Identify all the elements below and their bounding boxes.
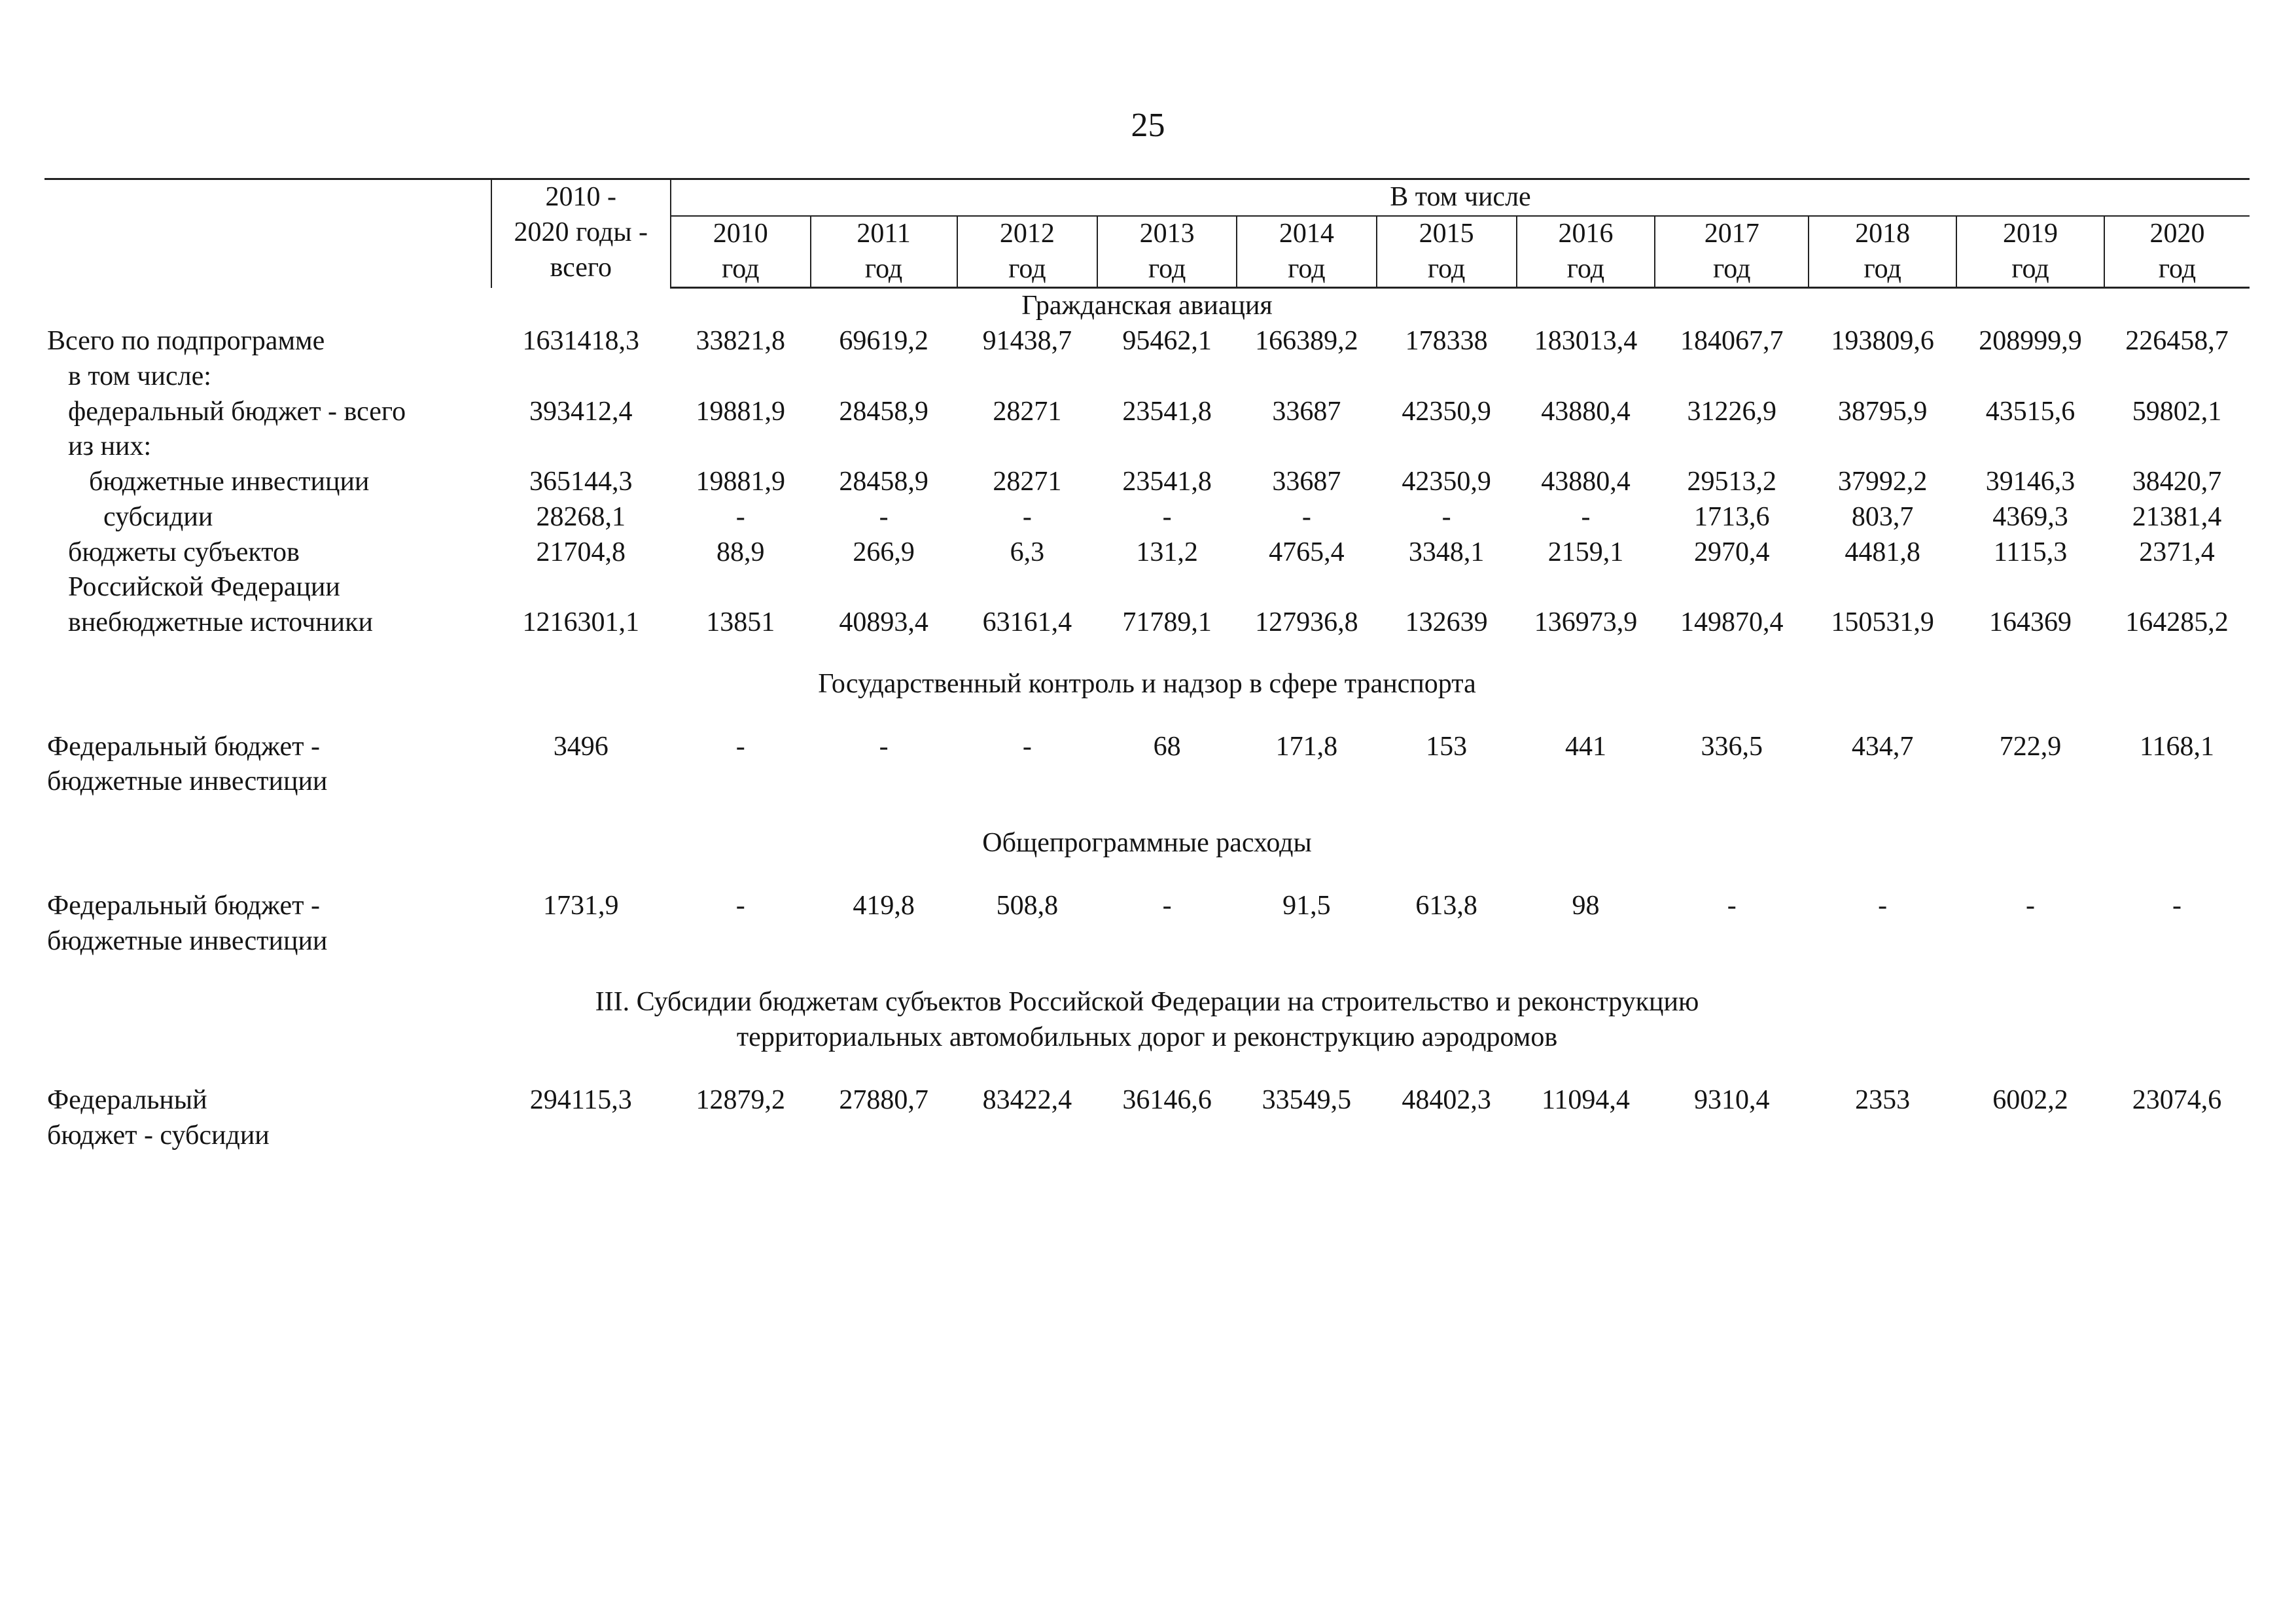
value-cell: 63161,4 bbox=[982, 607, 1072, 637]
header-year: 2017 bbox=[1704, 218, 1759, 249]
total-cell: 294115,3 bbox=[529, 1084, 632, 1115]
value-cell: 2371,4 bbox=[2139, 537, 2215, 567]
header-year-unit: год bbox=[864, 253, 903, 284]
row-label bbox=[44, 730, 491, 800]
header-year: 2020 bbox=[2149, 218, 2205, 249]
total-cell: 365144,3 bbox=[529, 467, 633, 497]
header-year-cell bbox=[957, 216, 1098, 288]
header-year-unit: год bbox=[1863, 253, 1901, 284]
header-year-unit: год bbox=[1428, 253, 1466, 284]
row-label bbox=[44, 324, 491, 359]
header-year-unit: год bbox=[722, 253, 760, 284]
row-label-line: Федеральный bbox=[47, 1084, 207, 1115]
value-cell: 21381,4 bbox=[2132, 501, 2222, 532]
value-cell: 29513,2 bbox=[1687, 467, 1777, 497]
value-cell: 9310,4 bbox=[1694, 1084, 1770, 1115]
value-cell: 132639 bbox=[1405, 607, 1488, 637]
total-cell: 21704,8 bbox=[536, 537, 626, 567]
header-year-unit: год bbox=[2011, 253, 2049, 284]
value-cell: 136973,9 bbox=[1534, 607, 1638, 637]
value-cell: - bbox=[1441, 501, 1451, 532]
value-cell: 28271 bbox=[993, 396, 1062, 427]
value-cell: 91438,7 bbox=[982, 326, 1072, 356]
value-cell: 19881,9 bbox=[696, 467, 786, 497]
value-cell: 2353 bbox=[1855, 1084, 1911, 1115]
value-cell: 39146,3 bbox=[1985, 467, 2075, 497]
value-cell: 27880,7 bbox=[839, 1084, 928, 1115]
value-cell: - bbox=[1162, 501, 1172, 532]
value-cell: 23541,8 bbox=[1122, 467, 1212, 497]
row-label-line: субсидии bbox=[103, 501, 213, 532]
section-header-row bbox=[44, 288, 2250, 324]
value-cell: 42350,9 bbox=[1402, 467, 1491, 497]
header-year: 2015 bbox=[1419, 218, 1474, 249]
value-cell: 4369,3 bbox=[1992, 501, 2068, 532]
value-cell: 171,8 bbox=[1275, 731, 1338, 762]
value-cell: - bbox=[735, 890, 745, 921]
value-cell: 178338 bbox=[1405, 326, 1488, 356]
value-cell: 164285,2 bbox=[2125, 607, 2229, 637]
header-year-unit: год bbox=[1566, 253, 1605, 284]
header-year-cell bbox=[1237, 216, 1377, 288]
value-cell: 43880,4 bbox=[1541, 467, 1631, 497]
value-cell: - bbox=[2172, 890, 2181, 921]
value-cell: 98 bbox=[1572, 890, 1600, 921]
value-cell: 48402,3 bbox=[1402, 1084, 1491, 1115]
value-cell: 208999,9 bbox=[1979, 326, 2082, 356]
section-header-row bbox=[44, 959, 2250, 1083]
header-year-cell bbox=[671, 216, 811, 288]
value-cell: 336,5 bbox=[1701, 731, 1763, 762]
header-year: 2013 bbox=[1139, 218, 1195, 249]
header-year: 2016 bbox=[1558, 218, 1614, 249]
header-year-cell bbox=[1097, 216, 1237, 288]
header-year: 2014 bbox=[1279, 218, 1334, 249]
row-label-line: в том числе: bbox=[68, 361, 211, 391]
table-row bbox=[44, 889, 2250, 959]
value-cell: 33821,8 bbox=[696, 326, 786, 356]
page-number: 25 bbox=[1131, 107, 1165, 144]
value-cell: 95462,1 bbox=[1122, 326, 1212, 356]
table-row bbox=[44, 465, 2250, 500]
row-label bbox=[44, 535, 491, 606]
section-title bbox=[44, 959, 2250, 1083]
value-cell: 149870,4 bbox=[1680, 607, 1784, 637]
table-row bbox=[44, 359, 2250, 395]
header-year-unit: год bbox=[1148, 253, 1186, 284]
value-cell: 23541,8 bbox=[1122, 396, 1212, 427]
value-cell: 83422,4 bbox=[982, 1084, 1072, 1115]
value-cell: - bbox=[1301, 501, 1311, 532]
row-label-line: из них: bbox=[68, 431, 152, 462]
value-cell: 6,3 bbox=[1010, 537, 1045, 567]
header-year-unit: год bbox=[1008, 253, 1046, 284]
value-cell: 19881,9 bbox=[696, 396, 786, 427]
header-year-cell bbox=[1809, 216, 1956, 288]
value-cell: 508,8 bbox=[996, 890, 1059, 921]
value-cell: 38795,9 bbox=[1837, 396, 1928, 427]
total-cell: 28268,1 bbox=[536, 501, 626, 532]
section-title-line: Гражданская авиация bbox=[1021, 291, 1273, 321]
value-cell: 131,2 bbox=[1136, 537, 1198, 567]
value-cell: 12879,2 bbox=[696, 1084, 786, 1115]
row-label-line: бюджетные инвестиции bbox=[47, 925, 328, 956]
value-cell: - bbox=[1727, 890, 1737, 921]
row-label bbox=[44, 500, 491, 535]
value-cell: 91,5 bbox=[1282, 890, 1331, 921]
value-cell: 6002,2 bbox=[1992, 1084, 2068, 1115]
section-title bbox=[44, 800, 2250, 889]
value-cell: - bbox=[879, 731, 889, 762]
value-cell: 1713,6 bbox=[1694, 501, 1770, 532]
table-row bbox=[44, 730, 2250, 800]
value-cell: 28271 bbox=[993, 467, 1062, 497]
value-cell: - bbox=[879, 501, 889, 532]
table-row bbox=[44, 605, 2250, 641]
value-cell: 28458,9 bbox=[839, 396, 928, 427]
value-cell: - bbox=[1878, 890, 1888, 921]
value-cell: 43880,4 bbox=[1541, 396, 1631, 427]
value-cell: 42350,9 bbox=[1402, 396, 1491, 427]
value-cell: 164369 bbox=[1989, 607, 2072, 637]
value-cell: - bbox=[735, 501, 745, 532]
total-cell: 1216301,1 bbox=[522, 607, 640, 637]
header-span-label: В том числе bbox=[671, 179, 2250, 216]
header-year-unit: год bbox=[2158, 253, 2197, 284]
header-year-cell bbox=[1655, 216, 1809, 288]
value-cell: 43515,6 bbox=[1985, 396, 2075, 427]
value-cell: 184067,7 bbox=[1680, 326, 1784, 356]
total-cell: 393412,4 bbox=[529, 396, 633, 427]
value-cell: 127936,8 bbox=[1255, 607, 1358, 637]
row-label-line: Российской Федерации bbox=[68, 572, 340, 603]
value-cell: 23074,6 bbox=[2132, 1084, 2222, 1115]
value-cell: 4765,4 bbox=[1269, 537, 1345, 567]
value-cell: 153 bbox=[1426, 731, 1468, 762]
value-cell: 226458,7 bbox=[2125, 326, 2229, 356]
header-year-cell bbox=[1377, 216, 1517, 288]
row-label-line: бюджетные инвестиции bbox=[89, 467, 370, 497]
section-header-row bbox=[44, 641, 2250, 730]
total-cell: 1631418,3 bbox=[522, 326, 640, 356]
value-cell: 613,8 bbox=[1415, 890, 1477, 921]
value-cell: - bbox=[2026, 890, 2036, 921]
header-year: 2018 bbox=[1855, 218, 1911, 249]
header-total-cell bbox=[491, 179, 671, 288]
value-cell: 441 bbox=[1564, 731, 1606, 762]
value-cell: 33687 bbox=[1272, 467, 1341, 497]
value-cell: 33549,5 bbox=[1262, 1084, 1352, 1115]
budget-table bbox=[44, 178, 2250, 1153]
header-blank-cell bbox=[44, 179, 491, 288]
header-year: 2010 bbox=[713, 218, 768, 249]
header-total-line: 2020 годы - bbox=[514, 217, 648, 247]
value-cell: 59802,1 bbox=[2132, 396, 2222, 427]
row-label-line: бюджет - субсидии bbox=[47, 1120, 270, 1150]
section-title-line: территориальных автомобильных дорог и реконструкцию аэродромов bbox=[736, 1022, 1558, 1052]
value-cell: 266,9 bbox=[853, 537, 915, 567]
total-cell: 1731,9 bbox=[543, 890, 619, 921]
table-body bbox=[44, 288, 2250, 1154]
value-cell: - bbox=[1162, 890, 1172, 921]
row-label bbox=[44, 359, 2250, 395]
section-title-line: Общепрограммные расходы bbox=[982, 828, 1312, 858]
value-cell: 166389,2 bbox=[1255, 326, 1358, 356]
value-cell: 434,7 bbox=[1851, 731, 1914, 762]
value-cell: - bbox=[1581, 501, 1591, 532]
row-label-line: Федеральный бюджет - bbox=[47, 890, 321, 921]
header-year-cell bbox=[1956, 216, 2104, 288]
value-cell: 28458,9 bbox=[839, 467, 928, 497]
row-label-line: внебюджетные источники bbox=[68, 607, 374, 637]
row-label-line: Федеральный бюджет - bbox=[47, 731, 321, 762]
row-label-line: федеральный бюджет - всего bbox=[68, 396, 406, 427]
value-cell: 1115,3 bbox=[1993, 537, 2068, 567]
value-cell: 11094,4 bbox=[1541, 1084, 1630, 1115]
value-cell: 38420,7 bbox=[2132, 467, 2222, 497]
row-label bbox=[44, 465, 491, 500]
header-year-unit: год bbox=[1713, 253, 1751, 284]
value-cell: 37992,2 bbox=[1837, 467, 1928, 497]
value-cell: 150531,9 bbox=[1831, 607, 1934, 637]
value-cell: 69619,2 bbox=[839, 326, 928, 356]
row-label bbox=[44, 1083, 491, 1154]
section-title-line: Государственный контроль и надзор в сфере транспорта bbox=[818, 668, 1476, 699]
row-label bbox=[44, 395, 491, 465]
value-cell: 71789,1 bbox=[1122, 607, 1212, 637]
table-row bbox=[44, 395, 2250, 465]
value-cell: 193809,6 bbox=[1831, 326, 1934, 356]
value-cell: 3348,1 bbox=[1408, 537, 1485, 567]
value-cell: 40893,4 bbox=[839, 607, 928, 637]
header-year-unit: год bbox=[1288, 253, 1326, 284]
value-cell: 4481,8 bbox=[1845, 537, 1920, 567]
table-header bbox=[44, 179, 2250, 288]
value-cell: 803,7 bbox=[1851, 501, 1914, 532]
header-total-line: всего bbox=[550, 252, 612, 283]
value-cell: - bbox=[1022, 501, 1032, 532]
value-cell: 13851 bbox=[706, 607, 775, 637]
table-row bbox=[44, 500, 2250, 535]
value-cell: 419,8 bbox=[853, 890, 915, 921]
row-label bbox=[44, 889, 491, 959]
row-label bbox=[44, 605, 491, 641]
section-header-row bbox=[44, 800, 2250, 889]
value-cell: 2159,1 bbox=[1547, 537, 1624, 567]
section-title bbox=[44, 641, 2250, 730]
value-cell: - bbox=[1022, 731, 1032, 762]
value-cell: 33687 bbox=[1272, 396, 1341, 427]
value-cell: 68 bbox=[1153, 731, 1181, 762]
total-cell: 3496 bbox=[553, 731, 609, 762]
value-cell: 88,9 bbox=[716, 537, 765, 567]
header-year: 2012 bbox=[999, 218, 1055, 249]
header-year: 2019 bbox=[2003, 218, 2058, 249]
table-row bbox=[44, 324, 2250, 359]
table-row bbox=[44, 535, 2250, 606]
header-year: 2011 bbox=[857, 218, 911, 249]
row-label-line: бюджетные инвестиции bbox=[47, 766, 328, 797]
section-title bbox=[44, 288, 2250, 324]
value-cell: 36146,6 bbox=[1122, 1084, 1212, 1115]
row-label-line: бюджеты субъектов bbox=[68, 537, 300, 567]
table-row bbox=[44, 1083, 2250, 1154]
header-year-cell bbox=[2104, 216, 2250, 288]
value-cell: 31226,9 bbox=[1687, 396, 1777, 427]
row-label-line: Всего по подпрограмме bbox=[47, 326, 325, 356]
header-total-line: 2010 - bbox=[545, 182, 617, 212]
value-cell: 722,9 bbox=[1999, 731, 2062, 762]
header-year-cell bbox=[811, 216, 957, 288]
value-cell: 2970,4 bbox=[1694, 537, 1770, 567]
section-title-line: III. Субсидии бюджетам субъектов Российской Федерации на строительство и реконструкцию bbox=[595, 987, 1699, 1018]
value-cell: 1168,1 bbox=[2140, 731, 2214, 762]
value-cell: 183013,4 bbox=[1534, 326, 1638, 356]
value-cell: - bbox=[735, 731, 745, 762]
header-year-cell bbox=[1517, 216, 1655, 288]
